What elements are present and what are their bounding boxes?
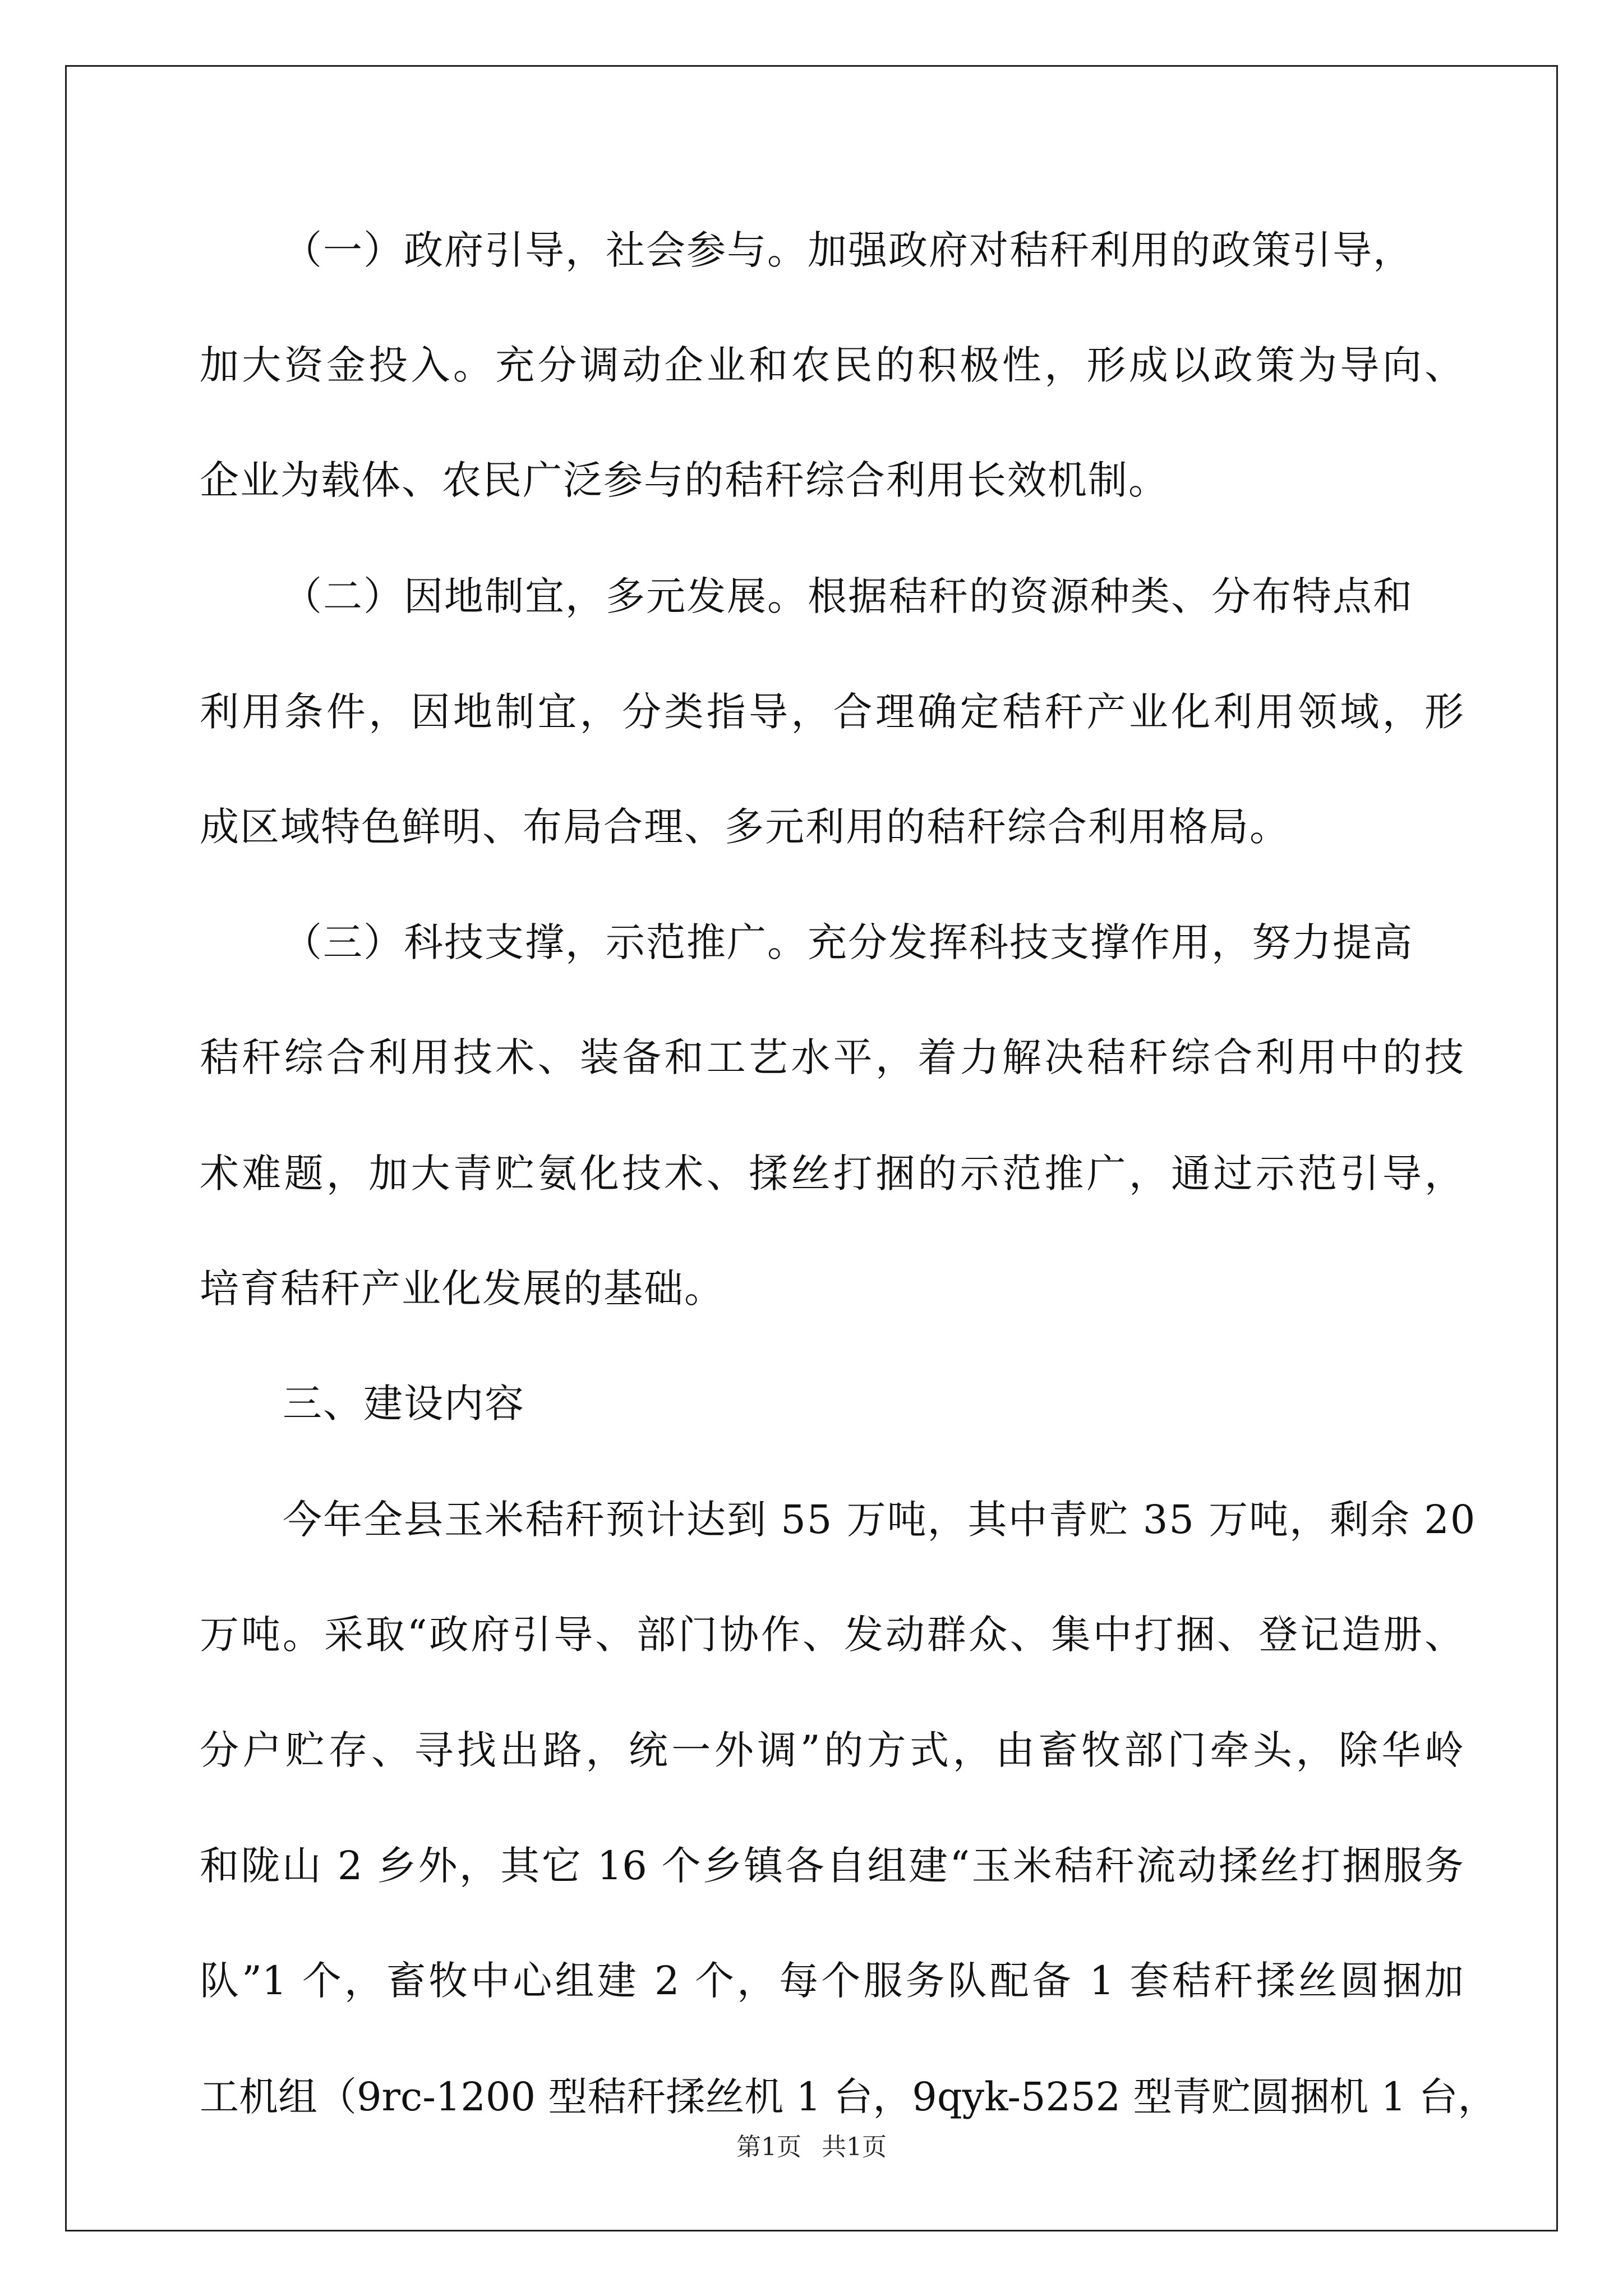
paragraph-3-line-2: 秸秆综合利用技术、装备和工艺水平，着力解决秸秆综合利用中的技	[200, 1034, 1464, 1080]
paragraph-3-line-4: 培育秸秆产业化发展的基础。	[200, 1266, 725, 1312]
paragraph-4-line-2: 万吨。采取“政府引导、部门协作、发动群众、集中打捆、登记造册、	[200, 1612, 1464, 1658]
page-footer	[0, 2131, 1623, 2164]
page-number: 第1页	[736, 2133, 801, 2161]
paragraph-2-line-1: （二）因地制宜，多元发展。根据秸秆的资源种类、分布特点和	[283, 573, 1413, 619]
paragraph-4-line-5: 队”1 个，畜牧中心组建 2 个，每个服务队配备 1 套秸秆揉丝圆捆加	[200, 1958, 1464, 2004]
paragraph-2-line-3: 成区域特色鲜明、布局合理、多元利用的秸秆综合利用格局。	[200, 804, 1290, 850]
paragraph-1-line-1: （一）政府引导，社会参与。加强政府对秸秆利用的政策引导，	[283, 227, 1413, 273]
paragraph-4-line-6: 工机组（9rc-1200 型秸秆揉丝机 1 台，9qyk-5252 型青贮圆捆机 1 台，	[200, 2074, 1497, 2120]
paragraph-1-line-2: 加大资金投入。充分调动企业和农民的积极性，形成以政策为导向、	[200, 342, 1464, 388]
paragraph-4-line-1: 今年全县玉米秸秆预计达到 55 万吨，其中青贮 35 万吨，剩余 20	[283, 1497, 1477, 1543]
paragraph-3-line-1: （三）科技支撑，示范推广。充分发挥科技支撑作用，努力提高	[283, 919, 1413, 965]
page-total: 共1页	[822, 2133, 887, 2161]
paragraph-3-line-3: 术难题，加大青贮氨化技术、揉丝打捆的示范推广，通过示范引导，	[200, 1151, 1464, 1197]
paragraph-4-line-3: 分户贮存、寻找出路，统一外调”的方式，由畜牧部门牵头，除华岭	[200, 1727, 1464, 1773]
section-heading: 三、建设内容	[283, 1381, 525, 1427]
paragraph-1-line-3: 企业为载体、农民广泛参与的秸秆综合利用长效机制。	[200, 457, 1169, 503]
paragraph-4-line-4: 和陇山 2 乡外，其它 16 个乡镇各自组建“玉米秸秆流动揉丝打捆服务	[200, 1843, 1464, 1889]
paragraph-2-line-2: 利用条件，因地制宜，分类指导，合理确定秸秆产业化利用领域，形	[200, 689, 1464, 735]
